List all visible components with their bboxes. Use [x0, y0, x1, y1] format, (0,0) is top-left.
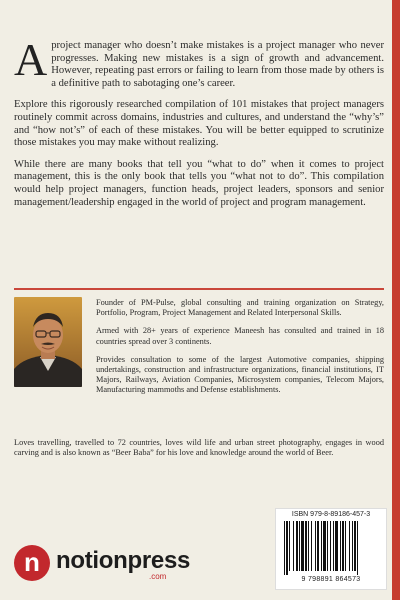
section-divider [14, 288, 384, 290]
blurb-paragraph-1-text: project manager who doesn’t make mistakes is a project manager who never progresses. Making new mistakes is a sign of growth and advancement. However, repeating past errors or failing to learn from those made by others is a definitive path to sabotaging one’s career. [51, 40, 384, 89]
blurb-paragraph-3: While there are many books that tell you “what to do” when it comes to project management, this is the only book that tells you “what not to do”. This compilation would help project managers, function heads, project leaders, sponsors and senior management/leadership engaged in the world of project and program management. [14, 158, 384, 208]
bio-paragraph-3: Provides consultation to some of the largest Automotive companies, shipping undertakings, construction and infrastructure organizations, financial institutions, IT Majors, Railways, Aviation Companies, Microsystem companies, Telecom Majors, Manufacturing mammoths and Defense establishments. [96, 354, 384, 395]
bio-paragraph-2: Armed with 28+ years of experience Maneesh has consulted and trained in 18 countries spread over 3 continents. [96, 326, 384, 346]
bio-paragraph-4: Loves travelling, travelled to 72 countries, loves wild life and urban street photography, engages in wood carving and is also known as “Beer Baba” for his love and knowledge around the world of Beer. [14, 438, 384, 458]
author-bio-extra [14, 438, 384, 458]
author-portrait-icon [14, 297, 82, 387]
author-bio [96, 298, 384, 404]
blurb-paragraph-1 [14, 34, 384, 90]
barcode-icon [284, 521, 378, 575]
isbn-digits: 9 798891 864573 [301, 576, 361, 583]
logo-badge-letter: n [24, 547, 40, 577]
drop-cap: A [14, 34, 48, 85]
publisher-logo [14, 544, 191, 584]
isbn-barcode [275, 508, 387, 590]
bio-paragraph-1: Founder of PM-Pulse, global consulting and training organization on Strategy, Portfolio, Program, Project Management and Related Interpersonal Skills. [96, 298, 384, 318]
isbn-label: ISBN 979-8-89186-457-3 [291, 511, 371, 518]
publisher-name: notionpress [56, 547, 191, 574]
blurb-paragraph-2: Explore this rigorously researched compilation of 101 mistakes that project managers routinely commit across domains, industries and cultures, and understand the “why’s” and “how not’s” of each of these mistakes. You will be better equipped to scrutinize those mistakes you may make without realizing. [14, 99, 384, 149]
spine-strip [392, 0, 400, 600]
author-photo [14, 297, 82, 387]
blurb [14, 34, 384, 218]
publisher-domain: .com [149, 572, 167, 581]
